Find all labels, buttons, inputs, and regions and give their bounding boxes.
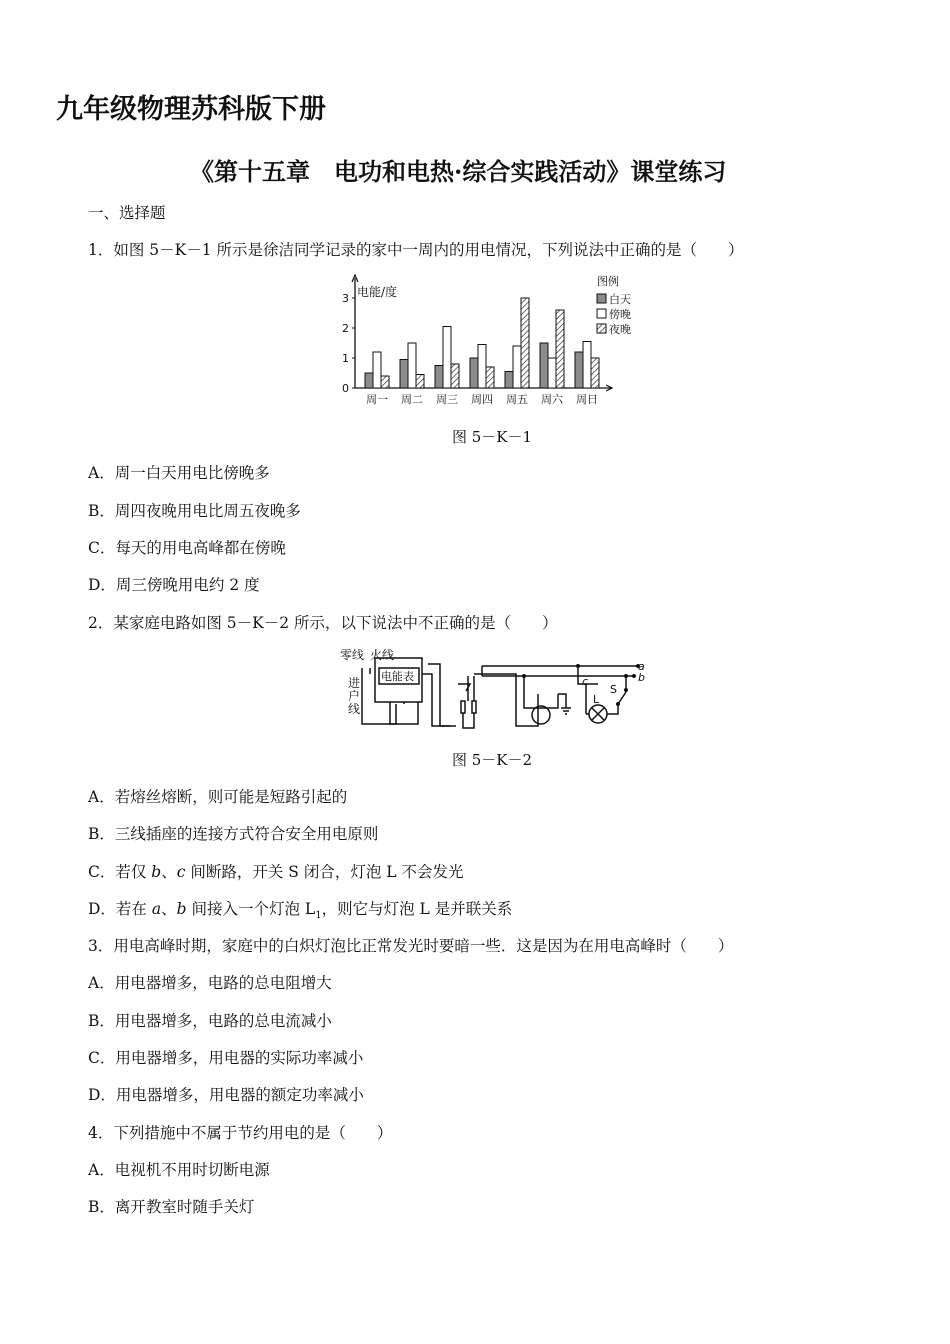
question-1-option-a: A．周一白天用电比傍晚多 bbox=[88, 464, 270, 482]
question-1-stem: 1．如图 5－K－1 所示是徐洁同学记录的家中一周内的用电情况，下列说法中正确的是（ ） bbox=[88, 241, 744, 259]
legend-swatch bbox=[597, 324, 606, 333]
question-4-stem: 4．下列措施中不属于节约用电的是（ ） bbox=[88, 1124, 393, 1142]
bar bbox=[478, 345, 486, 389]
legend-title: 图例 bbox=[597, 275, 619, 288]
question-3-option-d: D．用电器增多，用电器的额定功率减小 bbox=[88, 1086, 364, 1104]
legend-swatch bbox=[597, 294, 606, 303]
switch-label: S bbox=[610, 683, 617, 696]
point-a-label: a bbox=[638, 660, 645, 673]
option-d-text-3: 间接入一个灯泡 L bbox=[186, 900, 316, 918]
header-title: 九年级物理苏科版下册 bbox=[56, 94, 326, 125]
bar bbox=[556, 310, 564, 388]
legend-swatch bbox=[597, 309, 606, 318]
point-b-label: b bbox=[638, 671, 645, 684]
legend-label: 白天 bbox=[609, 293, 631, 306]
question-2-option-d bbox=[88, 897, 512, 921]
y-tick-label: 3 bbox=[342, 292, 349, 305]
bar bbox=[470, 358, 478, 388]
chart-x-ticks bbox=[366, 393, 598, 406]
x-tick-label: 周一 bbox=[366, 393, 388, 406]
question-3-option-a: A．用电器增多，电路的总电阻增大 bbox=[88, 974, 332, 992]
figure-1-caption: 图 5－K－1 bbox=[452, 428, 533, 446]
y-tick-label: 2 bbox=[342, 322, 349, 335]
bar bbox=[381, 376, 389, 388]
question-1-option-c: C．每天的用电高峰都在傍晚 bbox=[88, 539, 286, 557]
chart-y-ticks bbox=[342, 292, 355, 395]
y-tick-label: 0 bbox=[342, 382, 349, 395]
option-c-text-2: 、 bbox=[161, 863, 177, 881]
bar bbox=[373, 352, 381, 388]
bar bbox=[365, 373, 373, 388]
var-a: a bbox=[151, 900, 162, 918]
bar bbox=[505, 372, 513, 389]
live-line-label: 火线 bbox=[370, 648, 395, 662]
option-d-text-4: ，则它与灯泡 L 是并联关系 bbox=[321, 900, 513, 918]
bar bbox=[521, 298, 529, 388]
x-tick-label: 周日 bbox=[576, 393, 598, 406]
subscript-1: 1 bbox=[315, 910, 322, 922]
incoming-label-3: 线 bbox=[348, 702, 361, 716]
bar bbox=[408, 343, 416, 388]
var-b: b bbox=[151, 863, 162, 881]
bar bbox=[583, 342, 591, 389]
question-3-option-c: C．用电器增多，用电器的实际功率减小 bbox=[88, 1049, 364, 1067]
bar bbox=[575, 352, 583, 388]
question-2-option-c bbox=[88, 860, 464, 882]
question-1-option-b: B．周四夜晚用电比周五夜晚多 bbox=[88, 502, 301, 520]
figure-2-caption: 图 5－K－2 bbox=[452, 751, 533, 769]
option-d-text-2: 、 bbox=[161, 900, 177, 918]
bar bbox=[591, 358, 599, 388]
bar bbox=[443, 327, 451, 389]
document-title: 《第十五章 电功和电热·综合实践活动》课堂练习 bbox=[190, 157, 727, 186]
point-c-label: c bbox=[582, 675, 589, 688]
question-3-option-b: B．用电器增多，电路的总电流减小 bbox=[88, 1012, 332, 1030]
chart-y-axis-label: 电能/度 bbox=[357, 285, 398, 299]
energy-bar-chart bbox=[330, 268, 650, 410]
household-circuit-diagram bbox=[338, 646, 648, 736]
lamp-label: L bbox=[593, 693, 600, 706]
option-c-text-1: C．若仅 bbox=[88, 863, 152, 881]
legend-label: 傍晚 bbox=[609, 308, 631, 321]
bar bbox=[540, 343, 548, 388]
section-heading: 一、选择题 bbox=[88, 204, 166, 222]
question-3-stem: 3．用电高峰时期，家庭中的白炽灯泡比正常发光时要暗一些．这是因为在用电高峰时（ ） bbox=[88, 937, 734, 955]
question-2-option-a: A．若熔丝熔断，则可能是短路引起的 bbox=[88, 788, 348, 806]
bar bbox=[486, 367, 494, 388]
incoming-label-1: 进 bbox=[348, 676, 361, 690]
x-tick-label: 周四 bbox=[471, 393, 493, 406]
var-b2: b bbox=[176, 900, 187, 918]
incoming-label-2: 户 bbox=[348, 689, 361, 703]
bar bbox=[435, 366, 443, 389]
option-d-text-1: D．若在 bbox=[88, 900, 152, 918]
circuit-junctions bbox=[522, 664, 640, 706]
question-4-option-a: A．电视机不用时切断电源 bbox=[88, 1161, 270, 1179]
var-c: c bbox=[176, 863, 186, 881]
bar bbox=[416, 375, 424, 389]
x-tick-label: 周二 bbox=[401, 393, 423, 406]
bar bbox=[513, 346, 521, 388]
question-2-stem: 2．某家庭电路如图 5－K－2 所示，以下说法中不正确的是（ ） bbox=[88, 614, 558, 632]
chart-legend bbox=[597, 274, 631, 336]
x-tick-label: 周五 bbox=[506, 393, 528, 406]
question-1-option-d: D．周三傍晚用电约 2 度 bbox=[88, 576, 260, 594]
x-tick-label: 周三 bbox=[436, 393, 458, 406]
question-4-option-b: B．离开教室时随手关灯 bbox=[88, 1198, 255, 1216]
x-tick-label: 周六 bbox=[541, 393, 563, 406]
y-tick-label: 1 bbox=[342, 352, 349, 365]
question-2-option-b: B．三线插座的连接方式符合安全用电原则 bbox=[88, 825, 379, 843]
legend-label: 夜晚 bbox=[609, 323, 631, 336]
bar bbox=[548, 358, 556, 388]
chart-bars bbox=[365, 298, 599, 388]
bar bbox=[400, 360, 408, 389]
option-c-text-3: 间断路，开关 S 闭合，灯泡 L 不会发光 bbox=[185, 863, 464, 881]
meter-label: 电能表 bbox=[381, 670, 414, 683]
neutral-line-label: 零线 bbox=[340, 648, 365, 662]
bar bbox=[451, 364, 459, 388]
